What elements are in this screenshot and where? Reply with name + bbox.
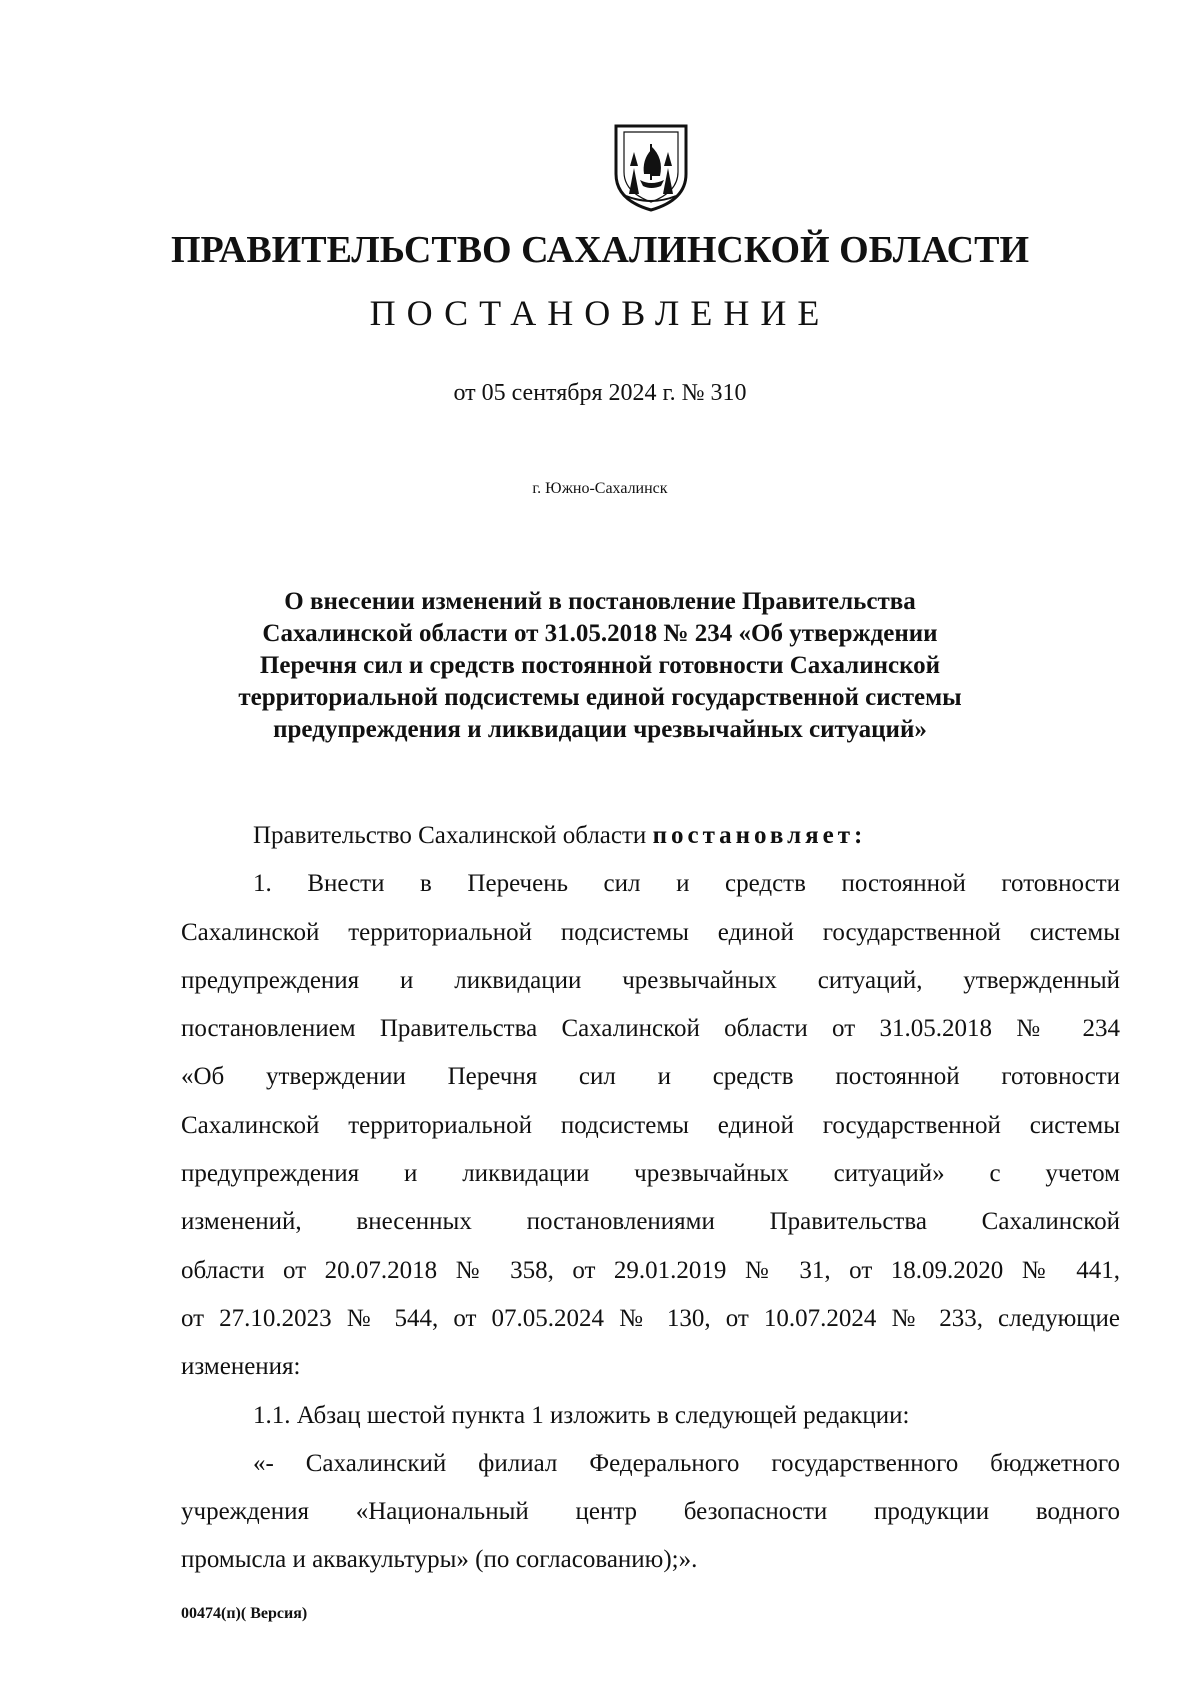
quote-line: учреждения «Национальный центр безопасности продукции водного [181, 1498, 1120, 1526]
sakhalin-coat-of-arms-icon [604, 122, 698, 212]
item-1-1: 1.1. Абзац шестой пункта 1 изложить в следующей редакции: [253, 1401, 910, 1429]
subject-line: О внесении изменений в постановление Правительства [284, 588, 916, 615]
subject-line: предупреждения и ликвидации чрезвычайных ситуаций» [273, 716, 927, 743]
item1-line: предупреждения и ликвидации чрезвычайных ситуаций, утвержденный [181, 966, 1120, 994]
organization-title: ПРАВИТЕЛЬСТВО САХАЛИНСКОЙ ОБЛАСТИ [170, 229, 1030, 271]
quote-line: «- Сахалинский филиал Федерального государственного бюджетного [253, 1449, 1120, 1477]
item1-line: предупреждения и ликвидации чрезвычайных ситуаций» с учетом [181, 1160, 1120, 1188]
quote-line: промысла и аквакультуры» (по согласованию);». [181, 1546, 698, 1574]
item1-line: Сахалинской территориальной подсистемы единой государственной системы [181, 918, 1120, 946]
intro-paragraph [181, 812, 1120, 860]
document-date-number: от 05 сентября 2024 г. № 310 [453, 380, 747, 406]
document-code: 00474(п)( Версия) [181, 1605, 308, 1622]
subject-line: Перечня сил и средств постоянной готовности Сахалинской [259, 652, 941, 679]
document-city: г. Южно-Сахалинск [532, 480, 668, 497]
document-body [181, 812, 1120, 1585]
item1-line: 1. Внести в Перечень сил и средств постоянной готовности [253, 870, 1120, 898]
item1-line: от 27.10.2023 № 544, от 07.05.2024 № 130, от 10.07.2024 № 233, следующие [181, 1304, 1120, 1332]
item1-line: постановлением Правительства Сахалинской области от 31.05.2018 № 234 [181, 1015, 1120, 1043]
item1-line: изменений, внесенных постановлениями Правительства Сахалинской [181, 1208, 1120, 1236]
item1-line: области от 20.07.2018 № 358, от 29.01.2019 № 31, от 18.09.2020 № 441, [181, 1256, 1120, 1284]
item1-line: Сахалинской территориальной подсистемы единой государственной системы [181, 1111, 1120, 1139]
intro-bold-verb: постановляет: [652, 822, 867, 849]
subject-line: Сахалинской области от 31.05.2018 № 234 «Об утверждении [262, 620, 938, 647]
item1-line: изменения: [181, 1353, 301, 1381]
item1-line: «Об утверждении Перечня сил и средств постоянной готовности [181, 1063, 1120, 1091]
document-subject [150, 586, 1050, 746]
subject-line: территориальной подсистемы единой государственной системы [238, 684, 962, 711]
intro-text: Правительство Сахалинской области [253, 822, 653, 849]
document-type: ПОСТАНОВЛЕНИЕ [369, 293, 831, 333]
